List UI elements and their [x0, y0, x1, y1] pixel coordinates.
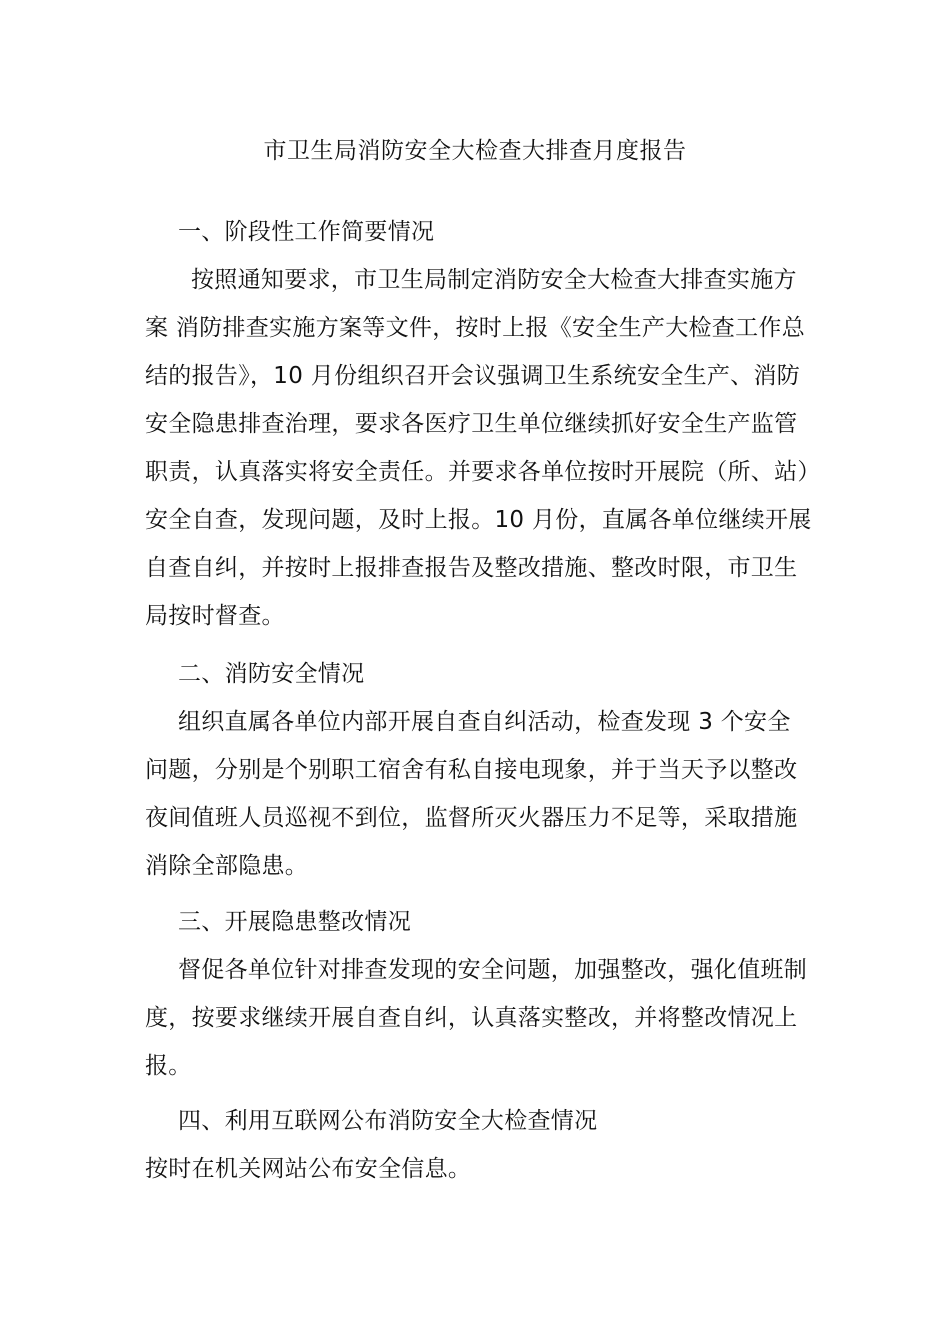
document-title: 市卫生局消防安全大检查大排查月度报告	[263, 138, 687, 164]
paragraph-line: 案 消防排查实施方案等文件，按时上报《安全生产大检查工作总	[145, 315, 806, 341]
paragraph-line: 报。	[145, 1053, 192, 1079]
paragraph-line: 安全隐患排查治理，要求各医疗卫生单位继续抓好安全生产监管	[145, 411, 798, 437]
paragraph-line: 安全自查，发现问题，及时上报。10 月份，直属各单位继续开展	[145, 507, 812, 533]
section-heading: 一、阶段性工作简要情况	[178, 219, 435, 245]
paragraph-line: 结的报告》，10 月份组织召开会议强调卫生系统安全生产、消防	[145, 363, 801, 389]
section-heading: 四、利用互联网公布消防安全大检查情况	[178, 1108, 598, 1134]
section-4	[145, 1097, 815, 1193]
paragraph-line: 局按时督查。	[145, 603, 285, 629]
paragraph-line: 职责，认真落实将安全责任。并要求各单位按时开展院（所、站）	[145, 459, 821, 485]
section-heading: 二、消防安全情况	[178, 661, 365, 687]
paragraph-line: 度，按要求继续开展自查自纠，认真落实整改，并将整改情况上	[145, 1005, 798, 1031]
paragraph-line: 组织直属各单位内部开展自查自纠活动，检查发现 3 个安全	[178, 709, 791, 735]
paragraph-line: 督促各单位针对排查发现的安全问题，加强整改，强化值班制	[178, 957, 808, 983]
section-3	[145, 898, 815, 1090]
paragraph-line: 夜间值班人员巡视不到位，监督所灭火器压力不足等，采取措施	[145, 805, 798, 831]
section-2	[145, 650, 815, 890]
section-1	[145, 208, 821, 640]
paragraph-line: 自查自纠，并按时上报排查报告及整改措施、整改时限，市卫生	[145, 555, 798, 581]
paragraph-line: 按照通知要求，市卫生局制定消防安全大检查大排查实施方	[191, 267, 797, 293]
paragraph-line: 问题，分别是个别职工宿舍有私自接电现象，并于当天予以整改	[145, 757, 798, 783]
section-heading: 三、开展隐患整改情况	[178, 909, 411, 935]
paragraph-line: 消除全部隐患。	[145, 853, 309, 879]
paragraph-line: 按时在机关网站公布安全信息。	[145, 1156, 472, 1182]
